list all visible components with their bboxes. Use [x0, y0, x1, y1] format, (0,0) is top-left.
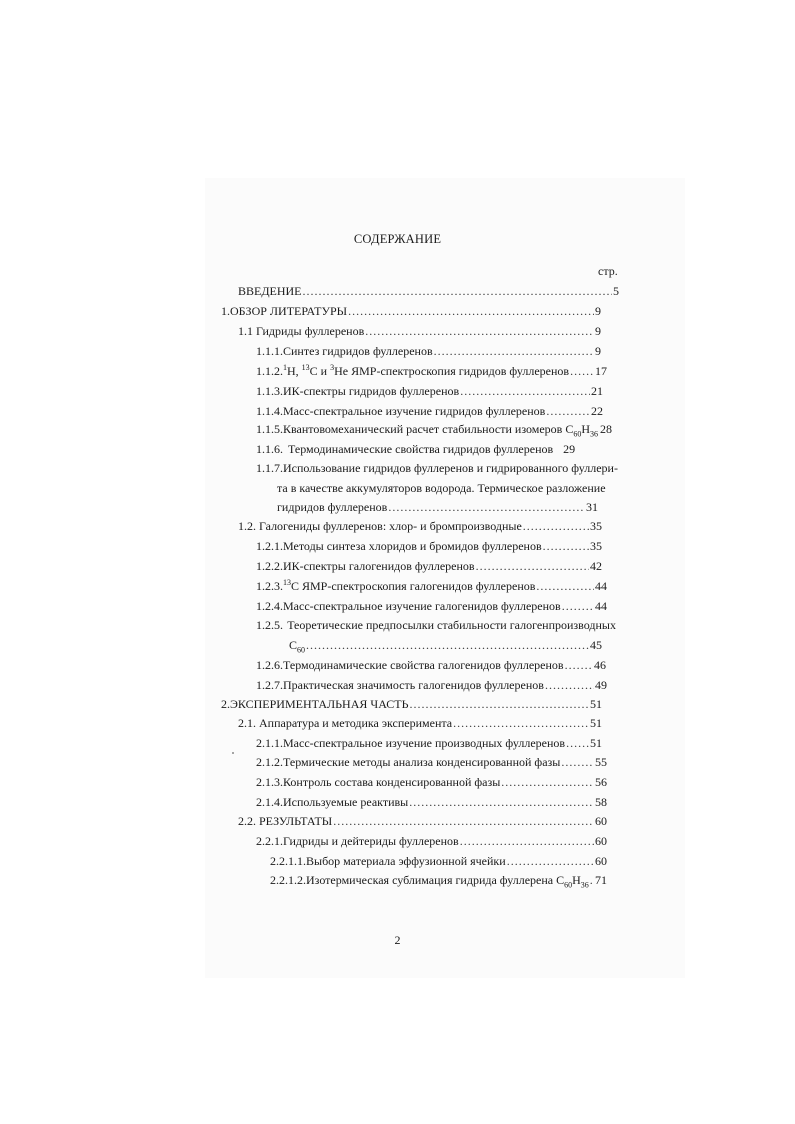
toc-entry-2-1[interactable] [238, 714, 602, 732]
toc-page-number: 60 [595, 834, 607, 848]
toc-entry-text: Термические методы анализа конденсированной фазы [283, 755, 561, 769]
toc-leader-dots [434, 342, 594, 360]
toc-leader-dots [460, 832, 594, 850]
toc-leader-dots [306, 636, 589, 654]
toc-page-number: 35 [590, 539, 602, 553]
toc-entry-1-1-7-line-2 [277, 479, 606, 497]
toc-entry-text: Синтез гидридов фуллеренов [283, 344, 433, 358]
toc-leader-dots [388, 498, 585, 516]
toc-entry-text: ОБЗОР ЛИТЕРАТУРЫ [230, 304, 348, 318]
toc-entry-1-2-1[interactable] [256, 537, 602, 555]
toc-entry-1-2-5-line-2[interactable] [289, 636, 602, 654]
toc-entry-2-1-3[interactable] [256, 773, 607, 791]
toc-entry-text: Используемые реактивы [283, 795, 409, 809]
toc-entry-text: 1.2. Галогениды фуллеренов: хлор- и бромпроизводные [238, 519, 522, 533]
toc-leader-dots [590, 871, 594, 889]
toc-leader-dots [348, 302, 594, 320]
toc-entry-text-continued: гидридов фуллеренов [277, 500, 388, 514]
toc-leader-dots [570, 362, 594, 380]
toc-entry-1-1-5[interactable] [256, 420, 613, 439]
toc-entry-number: 1.1.3. [256, 384, 283, 398]
toc-leader-dots [523, 517, 589, 535]
toc-leader-dots [476, 557, 589, 575]
toc-page-number: 21 [591, 384, 603, 398]
toc-entry-text: Квантовомеханический расчет стабильности изомеров $C_{60}H_{36}$ [283, 422, 599, 439]
toc-page-number: 58 [595, 795, 607, 809]
toc-entry-number: 2.2.1.2. [270, 873, 306, 887]
toc-page-number: 55 [595, 755, 607, 769]
toc-entry-number: 1.1.6. [256, 442, 283, 456]
page-column-label: стр. [598, 264, 618, 278]
toc-entry-number: 1. [221, 304, 230, 318]
toc-page-number: 9 [595, 304, 601, 318]
toc-entry-text-continued: $C_{60}$ [289, 638, 306, 655]
toc-page-number: 22 [591, 404, 603, 418]
toc-entry-1-1-2[interactable] [256, 362, 607, 380]
toc-leader-dots [410, 695, 590, 713]
toc-entry-text: Контроль состава конденсированной фазы [283, 775, 501, 789]
toc-entry-text: $^{13}$C ЯМР-спектроскопия галогенидов фуллеренов [283, 578, 536, 593]
toc-entry-number: 2. [221, 697, 230, 711]
toc-entry-text: ВВЕДЕНИЕ [238, 284, 302, 298]
toc-entry-number: 2.2.1. [256, 834, 283, 848]
toc-entry-introduction[interactable] [238, 282, 619, 300]
toc-entry-1-2-7[interactable] [256, 676, 607, 694]
scan-speck [232, 752, 234, 754]
toc-entry-2-2[interactable] [238, 812, 607, 830]
toc-entry-text: Методы синтеза хлоридов и бромидов фуллеренов [283, 539, 542, 553]
toc-leader-dots [409, 793, 594, 811]
toc-page-number: 51 [590, 697, 602, 711]
toc-entry-number: 1.2.7. [256, 678, 283, 692]
toc-entry-number: 2.2.1.1. [270, 854, 306, 868]
toc-page-number: 49 [595, 678, 607, 692]
toc-entry-text: Выбор материала эффузионной ячейки [306, 854, 506, 868]
toc-page-number: 44 [595, 599, 607, 613]
toc-leader-dots [507, 852, 594, 870]
toc-leader-dots [561, 753, 594, 771]
toc-page-number: 60 [595, 814, 607, 828]
toc-entry-text: Изотермическая сублимация гидрида фуллерена $C_{60}H_{36}$ [306, 873, 589, 890]
toc-entry-text: Масс-спектральное изучение производных фуллеренов [283, 736, 566, 750]
toc-leader-dots [536, 577, 594, 595]
toc-entry-number: 1.2.2. [256, 559, 283, 573]
toc-entry-number: 1.1.4. [256, 404, 283, 418]
toc-entry-text: ИК-спектры гидридов фуллеренов [283, 384, 460, 398]
toc-page-number: 35 [590, 519, 602, 533]
toc-entry-text: ЭКСПЕРИМЕНТАЛЬНАЯ ЧАСТЬ [230, 697, 409, 711]
toc-entry-1-2-3[interactable] [256, 577, 607, 595]
toc-page-number: 44 [595, 579, 607, 593]
toc-entry-2-1-4[interactable] [256, 793, 607, 811]
toc-leader-dots [565, 656, 593, 674]
toc-page-number: 28 [600, 422, 613, 436]
toc-page-number: 51 [590, 716, 602, 730]
toc-entry-1-1[interactable] [238, 322, 601, 340]
toc-page-number: 31 [586, 500, 598, 514]
toc-page-number: 29 [563, 442, 576, 456]
toc-leader-dots [460, 382, 590, 400]
toc-entry-number: 1.2.5. [256, 618, 283, 632]
toc-leader-dots [543, 537, 589, 555]
toc-entry-literature-review[interactable] [221, 302, 601, 320]
toc-leader-dots [453, 714, 589, 732]
toc-page-number: 46 [594, 658, 606, 672]
toc-entry-1-2-5[interactable] [256, 616, 616, 634]
toc-entry-number: 2.1.1. [256, 736, 283, 750]
toc-entry-text: $^1$H, $^{13}$C и $^3$He ЯМР-спектроскопия гидридов фуллеренов [283, 363, 570, 378]
toc-entry-text: Теоретические предпосылки стабильности галогенпроизводных [287, 618, 616, 632]
toc-entry-text: Масс-спектральное изучение галогенидов фуллеренов [283, 599, 561, 613]
toc-leader-dots [333, 812, 594, 830]
toc-leader-dots [303, 282, 612, 300]
toc-page-number: 42 [590, 559, 602, 573]
toc-page-number: 9 [595, 344, 601, 358]
toc-entry-number: 1.2.3. [256, 579, 283, 593]
toc-leader-dots [545, 676, 594, 694]
toc-entry-1-1-1[interactable] [256, 342, 601, 360]
toc-page-number: 45 [590, 638, 602, 652]
toc-page-number: 56 [595, 775, 607, 789]
toc-entry-text-continued: та в качестве аккумуляторов водорода. Термическое разложение [277, 481, 606, 495]
toc-leader-dots [501, 773, 594, 791]
page-title: СОДЕРЖАНИЕ [353, 232, 442, 246]
toc-leader-dots [562, 597, 594, 615]
toc-entry-1-1-6[interactable] [256, 440, 601, 458]
toc-entry-text: Термодинамические свойства галогенидов фуллеренов [283, 658, 564, 672]
toc-leader-dots [546, 402, 590, 420]
toc-entry-number: 1.1.1. [256, 344, 283, 358]
toc-entry-number: 2.1.2. [256, 755, 283, 769]
toc-entry-2-1-1[interactable] [256, 734, 602, 752]
toc-entry-number: 1.1.7. [256, 461, 283, 475]
toc-entry-number: 1.2.6. [256, 658, 283, 672]
toc-entry-1-2[interactable] [238, 517, 602, 535]
toc-entry-number: 2.1.4. [256, 795, 283, 809]
toc-entry-2-2-1-1[interactable] [270, 852, 607, 870]
toc-page-number: 9 [595, 324, 601, 338]
toc-entry-experimental-part[interactable] [221, 695, 602, 713]
toc-entry-text: ИК-спектры галогенидов фуллеренов [283, 559, 475, 573]
toc-page-number: 51 [590, 736, 602, 750]
toc-entry-number: 1.1.5. [256, 422, 283, 436]
toc-entry-1-1-7[interactable] [256, 459, 616, 477]
toc-entry-text: Практическая значимость галогенидов фуллеренов [283, 678, 544, 692]
toc-entry-1-2-4[interactable] [256, 597, 607, 615]
toc-entry-number: 1.1.2. [256, 364, 283, 378]
toc-leader-dots [566, 734, 589, 752]
toc-entry-1-1-4[interactable] [256, 402, 603, 420]
toc-leader-dots [365, 322, 594, 340]
toc-entry-number: 2.1.3. [256, 775, 283, 789]
toc-entry-text: 1.1 Гидриды фуллеренов [238, 324, 365, 338]
toc-entry-text: 2.1. Аппаратура и методика эксперимента [238, 716, 453, 730]
toc-entry-text: 2.2. РЕЗУЛЬТАТЫ [238, 814, 333, 828]
toc-entry-2-2-1[interactable] [256, 832, 607, 850]
toc-entry-text: Использование гидридов фуллеренов и гидрированного фуллери- [283, 461, 618, 475]
toc-page-number: 5 [613, 284, 619, 298]
toc-page-number: 17 [595, 364, 607, 378]
toc-entry-number: 1.2.4. [256, 599, 283, 613]
toc-entry-text: Масс-спектральное изучение гидридов фуллеренов [283, 404, 546, 418]
toc-entry-text: Гидриды и дейтериды фуллеренов [283, 834, 459, 848]
toc-entry-number: 1.2.1. [256, 539, 283, 553]
toc-entry-text: Термодинамические свойства гидридов фуллеренов [288, 442, 554, 456]
toc-page-number: 71 [595, 873, 607, 887]
toc-entry-1-1-7-line-3[interactable] [277, 498, 598, 516]
toc-entry-2-1-2[interactable] [256, 753, 607, 771]
toc-entry-1-2-6[interactable] [256, 656, 606, 674]
toc-page-number: 60 [595, 854, 607, 868]
footer-page-number: 2 [394, 933, 401, 947]
toc-entry-2-2-1-2[interactable] [270, 871, 607, 889]
toc-entry-1-2-2[interactable] [256, 557, 602, 575]
toc-entry-1-1-3[interactable] [256, 382, 603, 400]
